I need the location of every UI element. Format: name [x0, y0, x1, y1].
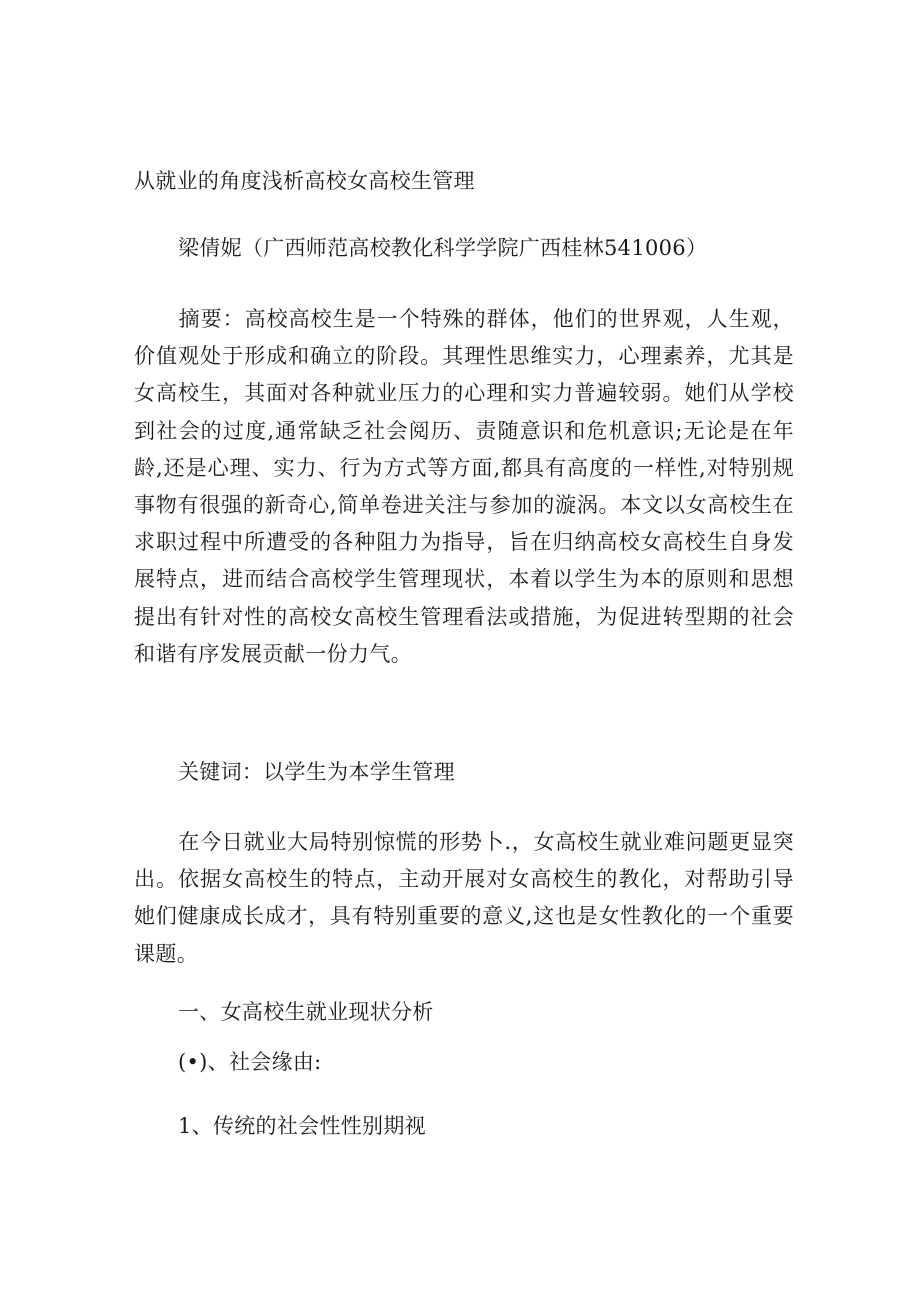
subsection-heading: (•)、社会缘由: [178, 1050, 322, 1074]
abstract-paragraph [134, 301, 794, 673]
abstract-text: 摘要：高校高校生是一个特殊的群体，他们的世界观，人生观，价值观处于形成和确立的阶段。其理性思维实力，心理素养，尤其是女高校生，其面对各种就业压力的心理和实力普遍较弱。她们从学校到社会的过度,通常缺乏社会阅历、责随意识和危机意识;无论是在年龄,还是心理、实力、行为方式等方面,都具有高度的一样性,对特别规事物有很强的新奇心,简单卷进关注与参加的漩涡。本文以女高校生在求职过程中所遭受的各种阻力为指导，旨在归纳高校女高校生自身发展特点，进而结合高校学生管理现状，本着以学生为本的原则和思想提出有针对性的高校女高校生管理看法或措施，为促进转型期的社会和谐有序发展贡献一份力气。 [134, 307, 794, 666]
author-line: 梁倩妮（广西师范高校教化科学学院广西桂林541006） [178, 236, 708, 260]
intro-paragraph [134, 824, 794, 973]
document-title: 从就业的角度浅析高校女高校生管理 [134, 169, 475, 193]
list-item-heading: 1、传统的社会性性别期视 [178, 1114, 426, 1138]
section-heading: 一、女高校生就业现状分析 [178, 1000, 434, 1024]
keywords-line: 关键词：以学生为本学生管理 [178, 760, 455, 784]
intro-text: 在今日就业大局特别惊慌的形势卜.，女高校生就业难问题更显突出。依据女高校生的特点，主动开展对女高校生的教化，对帮助引导她们健康成长成才，具有特别重要的意义,这也是女性教化的一个重要课题。 [134, 830, 794, 966]
